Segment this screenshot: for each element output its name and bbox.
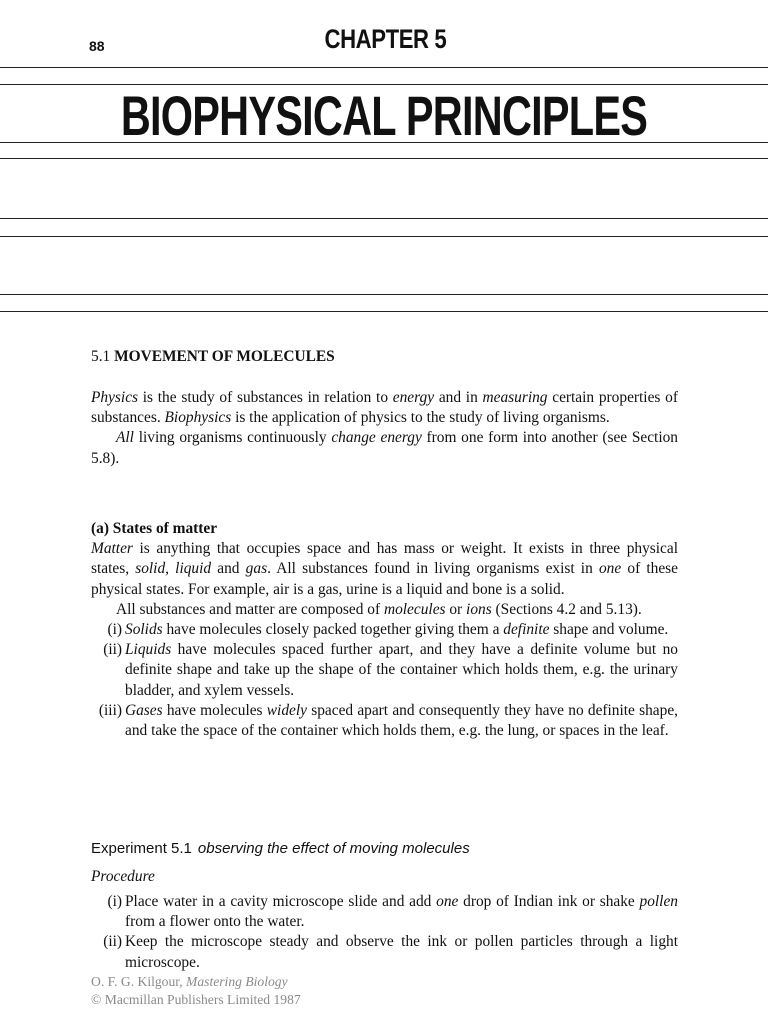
emphasis-text: one xyxy=(436,893,459,910)
emphasis-text: widely xyxy=(266,701,307,719)
emphasis-text: Gases xyxy=(125,701,163,719)
text-run: drop of Indian ink or shake xyxy=(458,893,640,910)
emphasis-text: pollen xyxy=(639,893,678,910)
list-item-number: (i) xyxy=(107,621,122,639)
text-run: spaced apart and consequently they have no definite shape, and take the space of the container which holds them, e.g. the lung, or spaces in the leaf. xyxy=(125,701,679,740)
text-run: is the application of physics to the study of living organisms. xyxy=(231,409,610,427)
matter-paragraph xyxy=(91,539,678,600)
text-run: is anything that occupies space and has mass or weight. It exists in three physical states, xyxy=(91,540,678,578)
copyright-line: © Macmillan Publishers Limited 1987 xyxy=(91,992,301,1007)
experiment-title: observing the effect of moving molecules xyxy=(197,840,470,857)
chapter-label: CHAPTER 5 xyxy=(324,24,447,54)
text-run: is the study of substances in relation to xyxy=(138,389,393,406)
text-run: (Sections 4.2 and 5.13). xyxy=(491,600,642,618)
states-list xyxy=(91,620,678,741)
emphasis-text: gas xyxy=(245,560,268,578)
header-rule xyxy=(0,158,768,159)
emphasis-text: molecules xyxy=(383,600,446,618)
text-run: from one form into another (see Section 5.8). xyxy=(91,429,678,467)
text-run: from a flower onto the water. xyxy=(125,913,305,931)
text-run: have molecules closely packed together giving them a xyxy=(162,621,504,639)
list-item-number: (ii) xyxy=(103,641,122,659)
list-item xyxy=(91,932,678,972)
emphasis-text: Physics xyxy=(91,389,139,406)
list-item-number: (i) xyxy=(107,893,122,910)
copyright-footer xyxy=(91,973,301,1009)
section-number: 5.1 xyxy=(91,348,111,365)
experiment-heading xyxy=(91,840,470,857)
states-of-matter-block xyxy=(91,519,678,741)
emphasis-text: one xyxy=(598,560,622,578)
list-item xyxy=(91,892,678,932)
chapter-title: BIOPHYSICAL PRINCIPLES xyxy=(120,84,648,147)
procedure-heading: Procedure xyxy=(91,868,155,885)
header-rule xyxy=(0,218,768,219)
text-run: certain properties of substances. xyxy=(91,389,678,427)
emphasis-text: solid, liquid xyxy=(135,560,212,578)
emphasis-text: All xyxy=(116,429,134,447)
text-run: shape and volume. xyxy=(549,621,669,639)
states-of-matter-heading: (a) States of matter xyxy=(91,520,218,537)
text-run: and in xyxy=(434,389,483,406)
emphasis-text: measuring xyxy=(482,389,548,406)
experiment-label: Experiment 5.1 xyxy=(91,840,192,857)
text-run: and xyxy=(211,560,246,578)
text-run: All substances and matter are composed of xyxy=(116,600,384,618)
text-run: have molecules spaced further apart, and they have a definite volume but no definite shape and take up the shape of the container which holds them, e.g. the urinary bladder, and xylem vessels. xyxy=(125,641,678,699)
intro-block xyxy=(91,388,678,469)
book-title: Mastering Biology xyxy=(186,974,288,989)
list-item-text xyxy=(125,621,668,638)
emphasis-text: energy xyxy=(392,389,435,406)
list-item-number: (ii) xyxy=(103,933,122,951)
text-run: of these physical states. For example, air is a gas, urine is a liquid and bone is a solid. xyxy=(91,560,678,598)
header-rule xyxy=(0,311,768,312)
list-item xyxy=(91,701,678,741)
list-item-text xyxy=(125,641,678,698)
list-item-text xyxy=(125,702,678,739)
intro-paragraph xyxy=(91,428,678,468)
list-item xyxy=(91,640,678,701)
emphasis-text: ions xyxy=(466,600,492,618)
section-heading xyxy=(91,348,335,366)
emphasis-text: definite xyxy=(503,621,550,639)
emphasis-text: Solids xyxy=(125,621,163,639)
emphasis-text: Biophysics xyxy=(164,409,232,427)
list-item-text xyxy=(125,933,678,970)
list-item-text xyxy=(125,893,678,930)
text-run: have molecules xyxy=(162,701,267,719)
text-run: Keep the microscope steady and observe the ink or pollen particles through a light microscope. xyxy=(125,933,678,971)
procedure-steps xyxy=(91,892,678,973)
emphasis-text: Liquids xyxy=(125,641,172,659)
header-rule xyxy=(0,142,768,143)
text-run: living organisms continuously xyxy=(133,429,332,447)
text-run: . All substances found in living organisms exist in xyxy=(267,560,599,578)
list-item xyxy=(91,620,678,640)
emphasis-text: change energy xyxy=(331,429,422,447)
list-item-number: (iii) xyxy=(98,701,122,719)
header-rule xyxy=(0,294,768,295)
text-run: or xyxy=(445,600,467,618)
intro-paragraph xyxy=(91,388,678,428)
author-name: O. F. G. Kilgour, xyxy=(91,974,187,989)
section-title: MOVEMENT OF MOLECULES xyxy=(114,348,335,365)
composition-paragraph xyxy=(91,600,678,620)
author-line xyxy=(91,973,301,991)
emphasis-text: Matter xyxy=(91,540,133,558)
header-rule xyxy=(0,236,768,237)
page-number: 88 xyxy=(89,38,105,54)
text-run: Place water in a cavity microscope slide and add xyxy=(125,893,437,910)
header-rule xyxy=(0,67,768,68)
